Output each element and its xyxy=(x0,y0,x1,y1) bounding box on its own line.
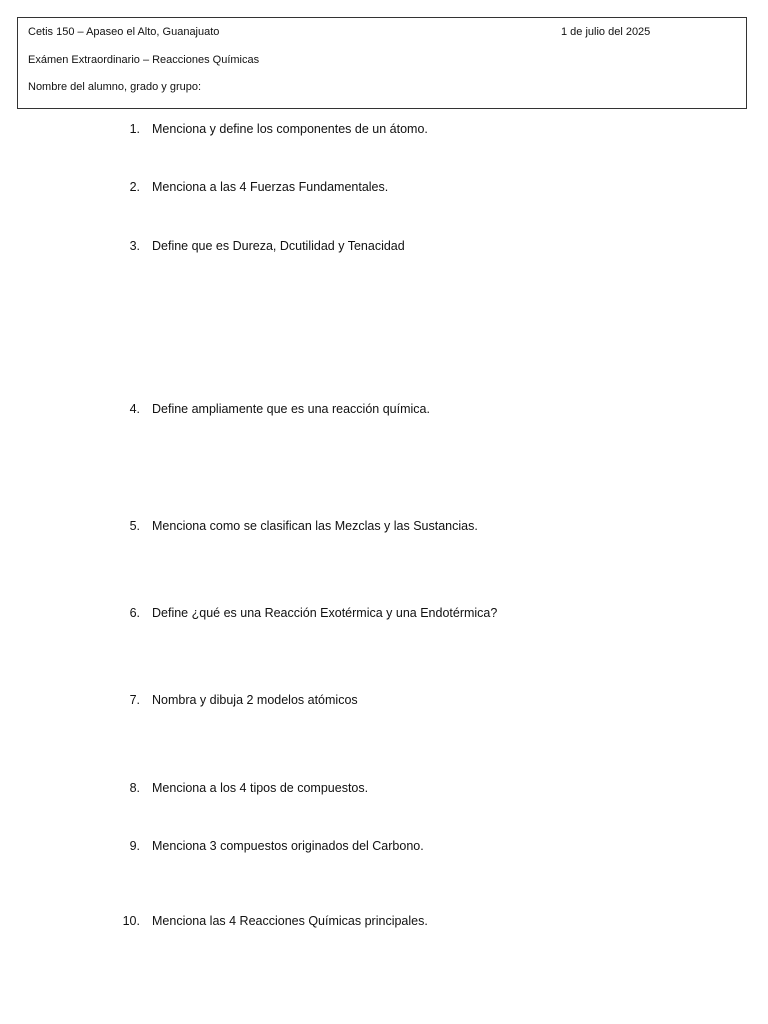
question-10 xyxy=(0,912,768,930)
question-6 xyxy=(0,604,768,622)
question-2 xyxy=(0,178,768,196)
question-text: Nombra y dibuja 2 modelos atómicos xyxy=(152,693,358,707)
question-text: Menciona a los 4 tipos de compuestos. xyxy=(152,781,369,795)
question-number: 8. xyxy=(129,781,140,795)
question-8 xyxy=(0,779,768,797)
question-text: Menciona las 4 Reacciones Químicas principales. xyxy=(152,914,428,928)
question-text: Menciona y define los componentes de un átomo. xyxy=(152,122,428,136)
question-number: 6. xyxy=(129,606,140,620)
question-3 xyxy=(0,237,768,255)
question-number: 2. xyxy=(129,180,140,194)
question-text: Define que es Dureza, Dcutilidad y Tenacidad xyxy=(152,239,405,253)
question-number: 5. xyxy=(129,519,140,533)
question-text: Define ampliamente que es una reacción química. xyxy=(152,402,430,416)
question-number: 10. xyxy=(122,914,140,928)
question-text: Menciona 3 compuestos originados del Carbono. xyxy=(152,839,424,853)
question-number: 1. xyxy=(129,122,140,136)
question-number: 4. xyxy=(129,402,140,416)
question-number: 3. xyxy=(129,239,140,253)
exam-date: 1 de julio del 2025 xyxy=(561,26,651,38)
question-number: 7. xyxy=(129,693,140,707)
question-text: Menciona a las 4 Fuerzas Fundamentales. xyxy=(152,180,389,194)
question-1 xyxy=(0,120,768,138)
question-number: 9. xyxy=(129,839,140,853)
question-4 xyxy=(0,400,768,418)
question-text: Define ¿qué es una Reacción Exotérmica y una Endotérmica? xyxy=(152,606,498,620)
school-name: Cetis 150 – Apaseo el Alto, Guanajuato xyxy=(28,26,220,38)
question-text: Menciona como se clasifican las Mezclas y las Sustancias. xyxy=(152,519,478,533)
question-9 xyxy=(0,837,768,855)
student-info-label: Nombre del alumno, grado y grupo: xyxy=(28,81,202,93)
question-5 xyxy=(0,517,768,535)
question-7 xyxy=(0,691,768,709)
exam-title: Exámen Extraordinario – Reacciones Químicas xyxy=(28,54,260,66)
exam-header xyxy=(17,17,747,109)
